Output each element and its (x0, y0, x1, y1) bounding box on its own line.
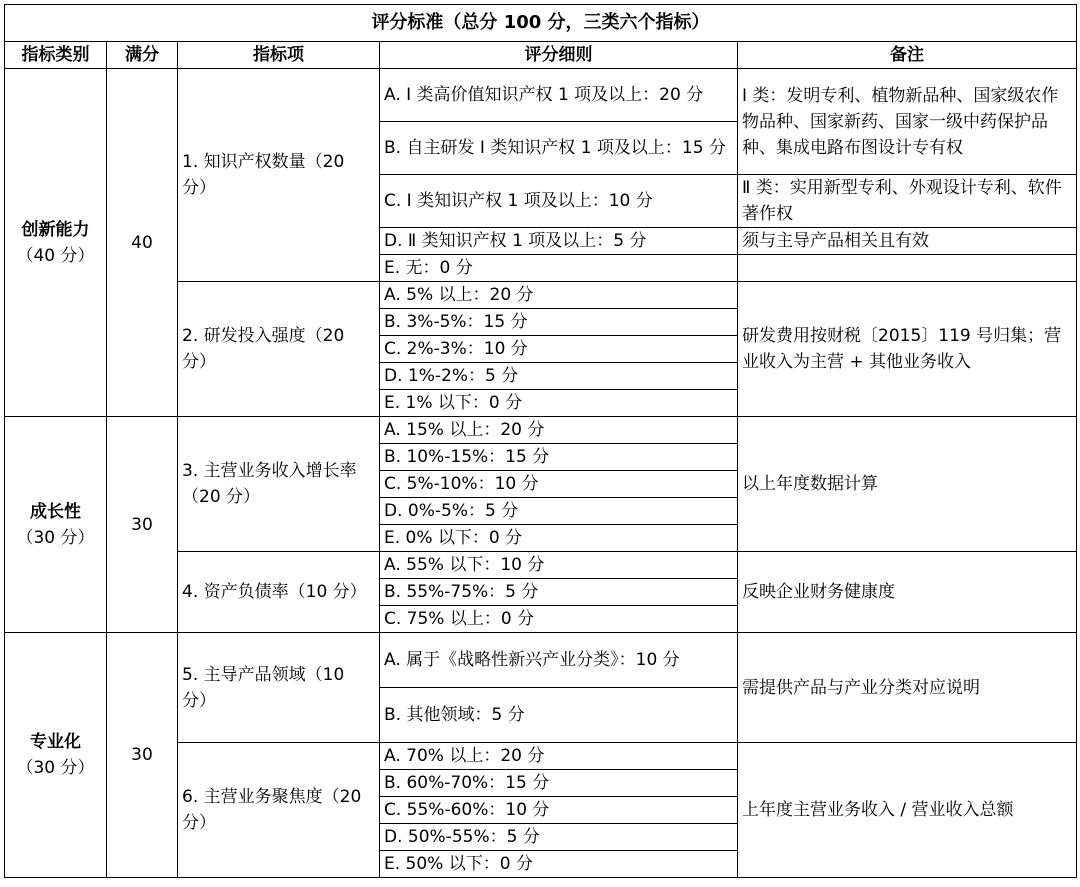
header-full-score: 满分 (107, 42, 178, 69)
table-row (5, 69, 1077, 122)
rule-cell: B. 60%-70%：15 分 (380, 770, 738, 797)
category-points: （30 分） (16, 758, 95, 778)
rule-cell: C. 2%-3%：10 分 (380, 336, 738, 363)
rule-cell: E. 1% 以下：0 分 (380, 390, 738, 417)
indicator-item: 3. 主营业务收入增长率（20 分） (178, 417, 380, 552)
rule-cell: A. 5% 以上：20 分 (380, 282, 738, 309)
note-cell: 上年度主营业务收入 / 营业收入总额 (738, 743, 1077, 878)
rule-cell: A. 15% 以上：20 分 (380, 417, 738, 444)
note-cell: 需提供产品与产业分类对应说明 (738, 633, 1077, 743)
table-row (5, 417, 1077, 444)
category-points: （30 分） (16, 527, 95, 548)
rule-cell: D. Ⅱ 类知识产权 1 项及以上：5 分 (380, 228, 738, 255)
category-growth (5, 417, 107, 633)
rule-cell: E. 50% 以下：0 分 (380, 851, 738, 878)
full-score: 40 (107, 69, 178, 417)
rule-cell: B. 10%-15%：15 分 (380, 444, 738, 471)
rule-cell: D. 50%-55%：5 分 (380, 824, 738, 851)
table-row (5, 633, 1077, 688)
rule-cell: C. 55%-60%：10 分 (380, 797, 738, 824)
header-category: 指标类别 (5, 42, 107, 69)
rule-cell: A. 70% 以上：20 分 (380, 743, 738, 770)
category-points: （40 分） (16, 245, 95, 266)
rule-cell: C. 75% 以上：0 分 (380, 606, 738, 633)
header-indicator: 指标项 (178, 42, 380, 69)
rule-cell: A. Ⅰ 类高价值知识产权 1 项及以上：20 分 (380, 69, 738, 122)
rule-cell: D. 0%-5%：5 分 (380, 498, 738, 525)
full-score: 30 (107, 633, 178, 878)
rule-cell: B. 55%-75%：5 分 (380, 579, 738, 606)
indicator-item: 4. 资产负债率（10 分） (178, 552, 380, 633)
header-notes: 备注 (738, 42, 1077, 69)
full-score: 30 (107, 417, 178, 633)
note-cell: Ⅰ 类：发明专利、植物新品种、国家级农作物品种、国家新药、国家一级中药保护品种、集成电路布图设计专有权 (738, 69, 1077, 175)
rule-cell: C. Ⅰ 类知识产权 1 项及以上：10 分 (380, 175, 738, 228)
category-name: 专业化 (30, 732, 81, 752)
header-rules: 评分细则 (380, 42, 738, 69)
indicator-item: 2. 研发投入强度（20 分） (178, 282, 380, 417)
rule-cell: A. 属于《战略性新兴产业分类》：10 分 (380, 633, 738, 688)
rule-cell: B. 其他领域：5 分 (380, 688, 738, 743)
note-cell: 反映企业财务健康度 (738, 552, 1077, 633)
note-cell: 以上年度数据计算 (738, 417, 1077, 552)
rule-cell: E. 0% 以下：0 分 (380, 525, 738, 552)
category-name: 创新能力 (21, 219, 90, 240)
indicator-item: 1. 知识产权数量（20 分） (178, 69, 380, 282)
indicator-item: 6. 主营业务聚焦度（20 分） (178, 743, 380, 878)
category-innovation (5, 69, 107, 417)
rule-cell: C. 5%-10%：10 分 (380, 471, 738, 498)
category-specialization (5, 633, 107, 878)
rule-cell: E. 无：0 分 (380, 255, 738, 282)
rule-cell: B. 3%-5%：15 分 (380, 309, 738, 336)
scoring-criteria-table (4, 4, 1077, 878)
category-name: 成长性 (30, 501, 81, 522)
note-cell: 研发费用按财税〔2015〕119 号归集；营业收入为主营 + 其他业务收入 (738, 282, 1077, 417)
note-cell: Ⅱ 类：实用新型专利、外观设计专利、软件著作权 (738, 175, 1077, 228)
header-row (5, 42, 1077, 69)
rule-cell: D. 1%-2%：5 分 (380, 363, 738, 390)
rule-cell: B. 自主研发 Ⅰ 类知识产权 1 项及以上：15 分 (380, 122, 738, 175)
table-title: 评分标准（总分 100 分，三类六个指标） (5, 5, 1077, 42)
note-cell: 须与主导产品相关且有效 (738, 228, 1077, 255)
indicator-item: 5. 主导产品领域（10 分） (178, 633, 380, 743)
note-cell (738, 255, 1077, 282)
rule-cell: A. 55% 以下：10 分 (380, 552, 738, 579)
